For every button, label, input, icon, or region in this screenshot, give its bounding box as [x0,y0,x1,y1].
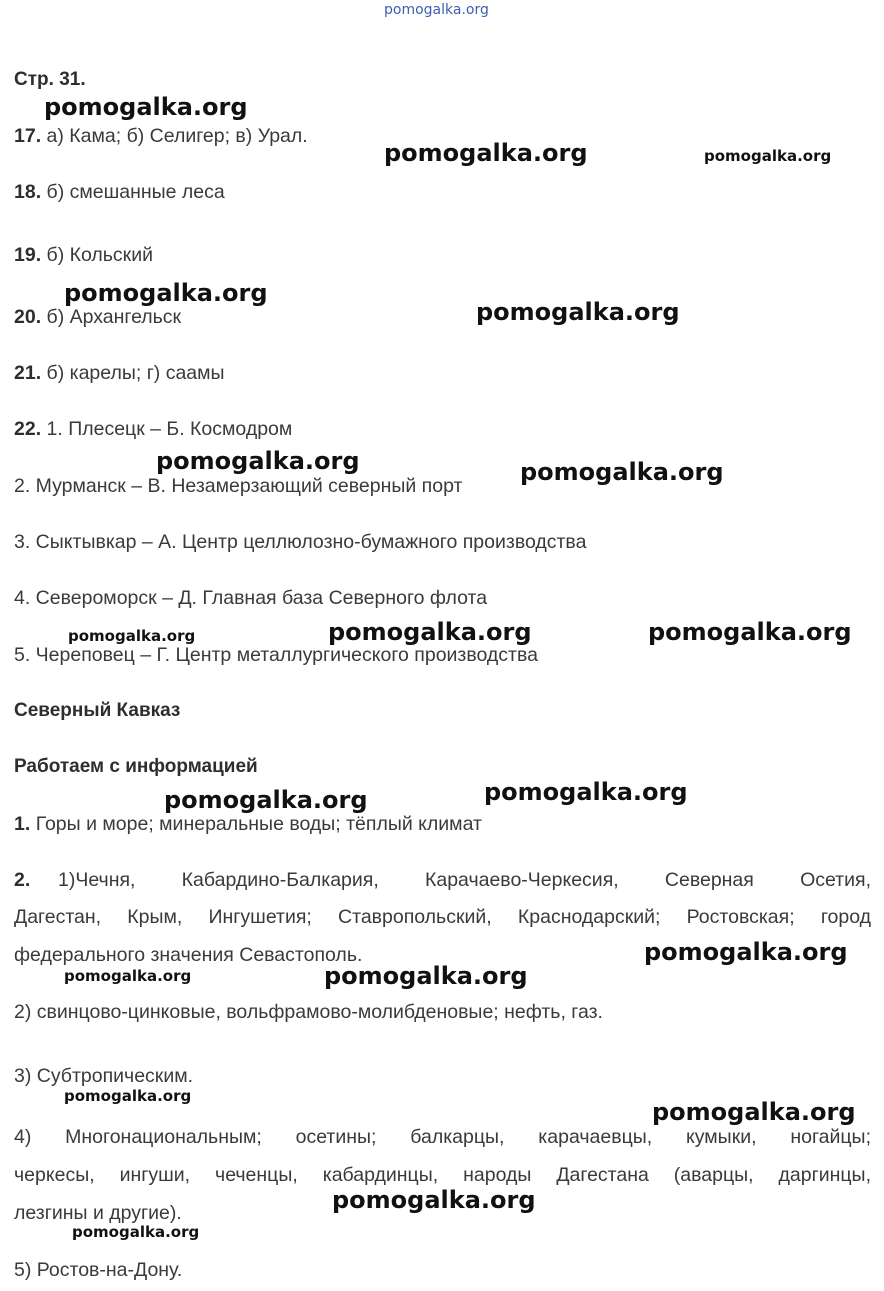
answer-text: б) карелы; г) саамы [46,362,225,384]
watermark: pomogalka.org [156,447,360,475]
answer-20 [14,305,181,329]
answer-text: Горы и море; минеральные воды; тёплый климат [35,813,482,835]
answer-number: 19. [14,244,42,266]
answer-text: б) Архангельск [46,306,182,328]
answer-number: 22. [14,418,42,440]
answer-17 [14,124,308,148]
info-answer-2-part-2: 2) свинцово-цинковые, вольфрамово-молибденовые; нефть, газ. [14,1001,603,1023]
answer-text: 1. Плесецк – Б. Космодром [46,418,293,440]
page-number: Стр. 31. [14,69,86,90]
answer-18 [14,180,225,204]
answer-22 [14,417,292,441]
answer-number: 21. [14,362,42,384]
watermark: pomogalka.org [72,1223,200,1241]
answer-21 [14,361,225,385]
watermark: pomogalka.org [652,1098,856,1126]
answer-number: 17. [14,125,42,147]
answer-22-line-4: 4. Североморск – Д. Главная база Северного флота [14,587,488,609]
watermark: pomogalka.org [68,627,196,645]
info-answer-2-part-4-line-3: лезгины и другие). [14,1202,182,1224]
section-title: Северный Кавказ [14,700,181,721]
info-answer-2-number: 2. [14,869,31,891]
info-answer-2-part-4-line-1: 4) Многонациональным; осетины; балкарцы, карачаевцы, кумыки, ногайцы; [14,1126,871,1148]
watermark: pomogalka.org [384,139,588,167]
watermark: pomogalka.org [44,93,248,121]
watermark: pomogalka.org [520,458,724,486]
watermark: pomogalka.org [704,147,832,165]
watermark: pomogalka.org [64,1087,192,1105]
watermark: pomogalka.org [328,618,532,646]
answer-22-line-5: 5. Череповец – Г. Центр металлургического производства [14,644,538,666]
watermark: pomogalka.org [484,778,688,806]
answer-number: 20. [14,306,42,328]
answer-text: а) Кама; б) Селигер; в) Урал. [46,125,308,147]
watermark: pomogalka.org [64,279,268,307]
watermark: pomogalka.org [644,938,848,966]
section-subtitle: Работаем с информацией [14,756,258,777]
info-answer-2-line-2: Дагестан, Крым, Ингушетия; Ставропольский, Краснодарский; Ростовская; город [14,906,871,928]
info-answer-2-line-1: 1)Чечня, Кабардино-Балкария, Карачаево-Черкесия, Северная Осетия, [58,869,871,891]
watermark: pomogalka.org [164,786,368,814]
info-answer-2-part-5: 5) Ростов-на-Дону. [14,1259,183,1281]
answer-22-line-2: 2. Мурманск – В. Незамерзающий северный порт [14,475,463,497]
answer-text: б) Кольский [46,244,153,266]
watermark: pomogalka.org [332,1186,536,1214]
answer-number: 1. [14,813,31,835]
answer-22-line-3: 3. Сыктывкар – А. Центр целлюлозно-бумажного производства [14,531,587,553]
answer-text: б) смешанные леса [46,181,225,203]
answer-19 [14,243,153,267]
watermark-top: pomogalka.org [384,2,489,18]
watermark: pomogalka.org [476,298,680,326]
watermark: pomogalka.org [324,962,528,990]
watermark: pomogalka.org [64,967,192,985]
info-answer-1 [14,812,482,836]
info-answer-2-part-3: 3) Субтропическим. [14,1065,194,1087]
info-answer-2-line-3: федерального значения Севастополь. [14,944,363,966]
answer-number: 18. [14,181,42,203]
info-answer-2-part-4-line-2: черкесы, ингуши, чеченцы, кабардинцы, народы Дагестана (аварцы, даргинцы, [14,1164,871,1186]
watermark: pomogalka.org [648,618,852,646]
